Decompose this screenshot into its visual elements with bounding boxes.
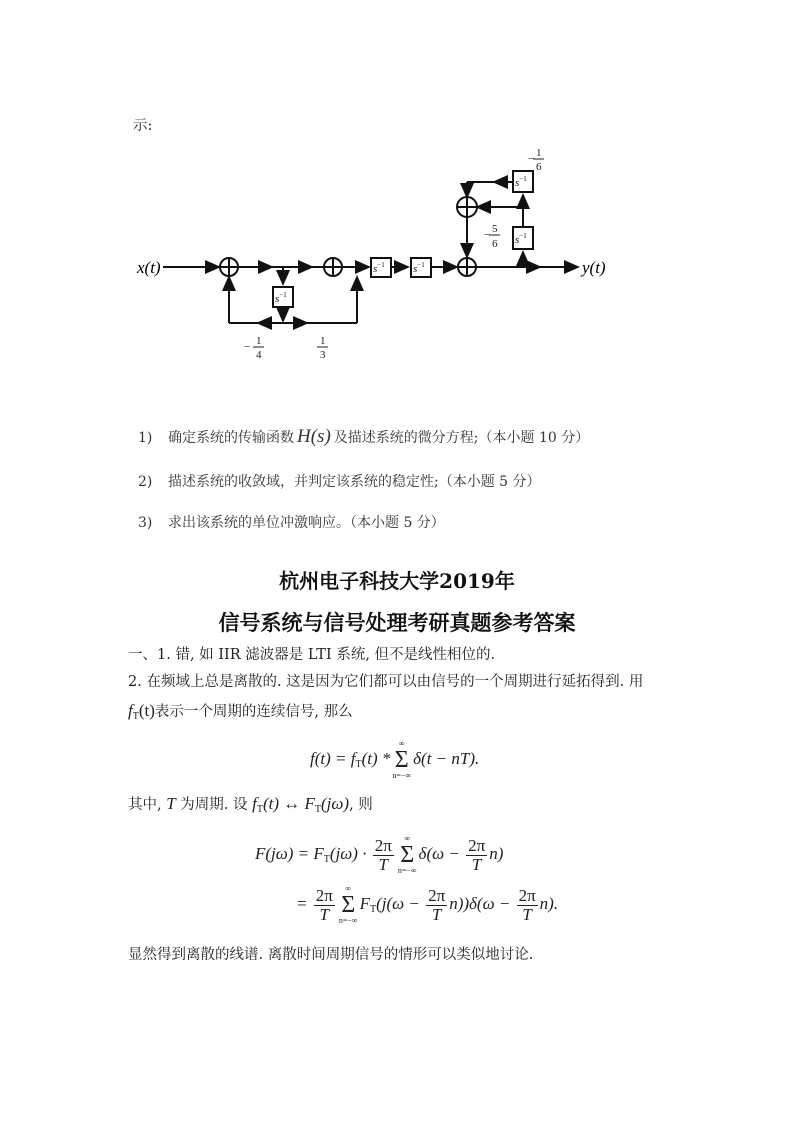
equation-2: $F(j\omega) = F_T(j\omega)$ · $\frac{2\pi}{T}$ ∞ Σ n=−∞ δ(ω − $\frac{2\pi}{T}$ n) bbox=[255, 834, 504, 875]
answer-2-cont: $f_T(t)$表示一个周期的连续信号, 那么 bbox=[128, 701, 353, 722]
question-1: 1) 确定系统的传输函数 H(s) 及描述系统的微分方程;（本小题 10 分） bbox=[138, 426, 590, 447]
adder-4 bbox=[457, 197, 477, 217]
svg-text:6: 6 bbox=[492, 238, 498, 250]
answer-subtitle: 信号系统与信号处理考研真题参考答案 bbox=[218, 610, 576, 635]
svg-text:3: 3 bbox=[320, 349, 326, 361]
input-label: x(t) bbox=[137, 258, 161, 277]
svg-text:1: 1 bbox=[320, 335, 326, 347]
answer-1: 一、1. 错, 如 IIR 滤波器是 LTI 系统, 但不是线性相位的. bbox=[128, 647, 496, 663]
delay-label: $s^{-1}$ bbox=[515, 175, 527, 189]
svg-text:5: 5 bbox=[492, 223, 498, 235]
svg-text:4: 4 bbox=[256, 349, 262, 361]
adder-1 bbox=[220, 258, 238, 276]
svg-text:−: − bbox=[484, 229, 491, 241]
delay-label: $s^{-1}$ bbox=[413, 261, 425, 275]
equation-3: = $\frac{2\pi}{T}$ ∞ Σ n=−∞ $F_T(j(\omega$ − $\frac{2\pi}{T}$ n))δ(ω − $\frac{2\pi}{T}$ n). bbox=[296, 884, 559, 925]
adder-3 bbox=[458, 258, 476, 276]
intro-text: 示: bbox=[133, 118, 153, 134]
gain-labels bbox=[244, 147, 544, 361]
question-3: 3) 求出该系统的单位冲激响应。（本小题 5 分） bbox=[138, 515, 445, 531]
delay-label: $s^{-1}$ bbox=[515, 232, 527, 246]
answer-4: 显然得到离散的线谱. 离散时间周期信号的情形可以类似地讨论. bbox=[128, 947, 534, 963]
output-label: y(t) bbox=[582, 258, 606, 277]
delay-label: $s^{-1}$ bbox=[373, 261, 385, 275]
svg-text:6: 6 bbox=[536, 161, 542, 173]
answer-title: 杭州电子科技大学2019年 bbox=[279, 569, 515, 593]
svg-text:−: − bbox=[528, 153, 535, 165]
answer-2: 2. 在频域上总是离散的. 这是因为它们都可以由信号的一个周期进行延拓得到. 用 bbox=[128, 674, 644, 690]
svg-text:1: 1 bbox=[536, 147, 542, 159]
question-2: 2) 描述系统的收敛域，并判定该系统的稳定性;（本小题 5 分） bbox=[138, 474, 541, 490]
delay-label: $s^{-1}$ bbox=[275, 291, 287, 305]
adder-2 bbox=[324, 258, 342, 276]
svg-text:−: − bbox=[244, 341, 251, 353]
equation-1: $f(t) = f_T(t)$ * ∞ Σ n=−∞ δ(t − nT). bbox=[310, 739, 480, 780]
answer-3: 其中, T 为周期. 设 $f_T(t)$ ↔ $F_T(j\omega)$, 则 bbox=[128, 794, 373, 815]
block-diagram bbox=[0, 140, 794, 380]
svg-text:1: 1 bbox=[256, 335, 262, 347]
